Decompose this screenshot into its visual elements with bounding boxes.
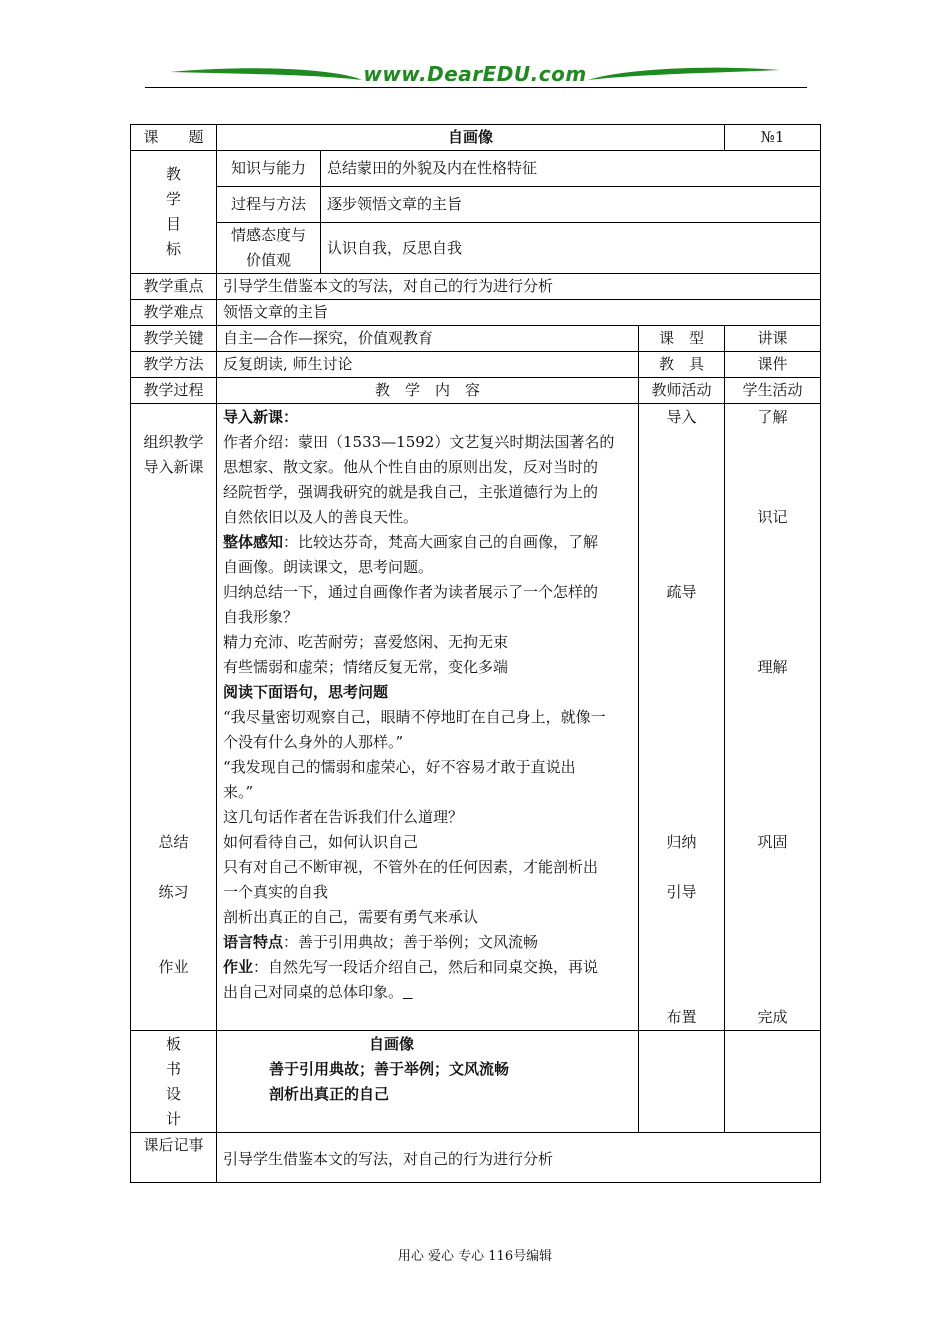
teacher-activity-column (639, 404, 725, 1031)
difficulty-label: 教学难点 (131, 300, 217, 326)
stage-label (137, 930, 210, 955)
reading-heading: 阅读下面语句，思考问题 (223, 683, 389, 701)
afterword-label: 课后记事 (131, 1133, 217, 1183)
key-point-label: 教学重点 (131, 274, 217, 300)
language-line (223, 930, 632, 955)
student-activity: 了解 (757, 408, 788, 426)
difficulty-text: 领悟文章的主旨 (217, 300, 821, 326)
teacher-activity (645, 905, 718, 930)
teacher-activity (645, 455, 718, 480)
student-activity (731, 555, 814, 580)
content-line: 思想家、散文家。他从个性自由的原则出发，反对当时的 (223, 458, 599, 476)
key-text: 自主—合作—探究，价值观教育 (217, 326, 639, 352)
stage-label (137, 680, 210, 705)
objectives-label: 教 学 目 标 (131, 151, 217, 274)
objective-row-2 (131, 187, 821, 223)
content-line: ：比较达芬奇，梵高大画家自己的自画像，了解 (283, 533, 599, 551)
content-line: ：自然先写一段话介绍自己，然后和同桌交换，再说 (253, 958, 599, 976)
method-label: 教学方法 (131, 352, 217, 378)
content-line: 来。” (223, 783, 254, 801)
teacher-activity: 疏导 (666, 583, 697, 601)
student-activity (731, 905, 814, 930)
student-activity (731, 530, 814, 555)
content-line: 归纳总结一下，通过自画像作者为读者展示了一个怎样的 (223, 583, 599, 601)
site-header-logo (140, 60, 810, 90)
student-activity (731, 855, 814, 880)
stage-label (137, 805, 210, 830)
student-activity (731, 630, 814, 655)
teacher-activity (645, 955, 718, 980)
objective-text-knowledge: 总结蒙田的外貌及内在性格特征 (321, 151, 821, 187)
student-activity (731, 805, 814, 830)
stage-label: 练习 (158, 883, 189, 901)
stage-label (137, 605, 210, 630)
teacher-activity (645, 705, 718, 730)
teacher-activity-label: 教师活动 (639, 378, 725, 404)
stage-label (137, 630, 210, 655)
board-line-2: 剖析出真正的自己 (269, 1085, 390, 1103)
stage-label (137, 855, 210, 880)
teacher-activity (645, 630, 718, 655)
intro-heading: 导入新课： (223, 408, 299, 426)
teacher-activity (645, 480, 718, 505)
teacher-activity (645, 805, 718, 830)
student-activity (731, 430, 814, 455)
content-line: 自画像。朗读课文，思考问题。 (223, 558, 434, 576)
board-student-cell (725, 1031, 821, 1133)
student-activity (731, 880, 814, 905)
teacher-activity (645, 780, 718, 805)
key-point-text: 引导学生借鉴本文的写法，对自己的行为进行分析 (217, 274, 821, 300)
teacher-activity (645, 930, 718, 955)
process-header-row (131, 378, 821, 404)
process-stage-column (131, 404, 217, 1031)
teacher-activity (645, 755, 718, 780)
stage-label (137, 505, 210, 530)
stage-label: 总结 (158, 833, 189, 851)
objective-label-process: 过程与方法 (217, 187, 321, 223)
content-line: 个没有什么身外的人那样。” (223, 733, 404, 751)
student-activity (731, 980, 814, 1005)
student-activity (731, 755, 814, 780)
content-line: “我发现自己的懦弱和虚荣心，好不容易才敢于直说出 (223, 758, 576, 776)
teacher-activity (645, 530, 718, 555)
student-activity (731, 580, 814, 605)
objective-row-1 (131, 151, 821, 187)
process-body-row (131, 404, 821, 1031)
objective-text-attitude: 认识自我，反思自我 (321, 223, 821, 274)
key-label: 教学关键 (131, 326, 217, 352)
content-line: 自我形象？ (223, 608, 299, 626)
student-activity (731, 605, 814, 630)
stage-label: 组织教学 (143, 433, 204, 451)
teacher-activity: 引导 (666, 883, 697, 901)
stage-label (137, 655, 210, 680)
type-value: 讲课 (725, 326, 821, 352)
homework-text: 出自己对同桌的总体印象。 (223, 983, 404, 1001)
teacher-activity (645, 680, 718, 705)
stage-label (137, 705, 210, 730)
overall-line (223, 530, 632, 555)
site-logo-text: www.DearEDU.com (363, 62, 587, 86)
teacher-activity (645, 430, 718, 455)
stage-label (137, 980, 210, 1005)
student-activity (731, 680, 814, 705)
teacher-activity (645, 655, 718, 680)
stage-label (137, 480, 210, 505)
student-activity-label: 学生活动 (725, 378, 821, 404)
content-line: 这几句话作者在告诉我们什么道理？ (223, 808, 464, 826)
objective-label-attitude: 情感态度与 价值观 (217, 223, 321, 274)
page-footer: 用心 爱心 专心 116号编辑 (397, 1249, 553, 1264)
stage-label (137, 780, 210, 805)
content-label: 教 学 内 容 (217, 378, 639, 404)
student-activity (731, 705, 814, 730)
stage-label (137, 530, 210, 555)
objective-text-process: 逐步领悟文章的主旨 (321, 187, 821, 223)
stage-label (137, 1005, 210, 1030)
lesson-number: №1 (725, 125, 821, 151)
overall-heading: 整体感知 (223, 533, 284, 551)
stage-label (137, 555, 210, 580)
afterword-text: 引导学生借鉴本文的写法，对自己的行为进行分析 (217, 1133, 821, 1183)
content-line: 作者介绍：蒙田（1533—1592）文艺复兴时期法国著名的 (223, 433, 615, 451)
header-divider (145, 87, 807, 88)
teacher-activity (645, 980, 718, 1005)
teacher-activity (645, 730, 718, 755)
board-label: 板 书 设 计 (131, 1031, 217, 1133)
board-teacher-cell (639, 1031, 725, 1133)
stage-label (137, 580, 210, 605)
underline-mark (403, 983, 413, 1001)
teacher-activity (645, 505, 718, 530)
tools-value: 课件 (725, 352, 821, 378)
content-line: 经院哲学，强调我研究的就是我自己，主张道德行为上的 (223, 483, 599, 501)
content-line: 自然依旧以及人的善良天性。 (223, 508, 419, 526)
student-activity (731, 455, 814, 480)
teacher-activity (645, 555, 718, 580)
student-activity: 识记 (757, 508, 788, 526)
key-point-row (131, 274, 821, 300)
content-line (223, 980, 632, 1005)
key-row (131, 326, 821, 352)
student-activity (731, 930, 814, 955)
teacher-activity (645, 605, 718, 630)
stage-label (137, 730, 210, 755)
difficulty-row (131, 300, 821, 326)
student-activity: 理解 (757, 658, 788, 676)
teacher-activity: 归纳 (666, 833, 697, 851)
student-activity: 巩固 (757, 833, 788, 851)
homework-heading: 作业 (223, 958, 254, 976)
content-line: ：善于引用典故；善于举例；文风流畅 (283, 933, 539, 951)
method-text: 反复朗读, 师生讨论 (217, 352, 639, 378)
student-activity: 完成 (757, 1008, 788, 1026)
topic-title: 自画像 (217, 125, 725, 151)
lesson-plan-table (130, 124, 821, 1183)
content-line: 剖析出真正的自己，需要有勇气来承认 (223, 908, 479, 926)
content-line: 一个真实的自我 (223, 883, 329, 901)
content-line: 精力充沛、吃苦耐劳；喜爱悠闲、无拘无束 (223, 633, 509, 651)
teacher-activity (645, 855, 718, 880)
objective-row-3 (131, 223, 821, 274)
board-title: 自画像 (369, 1035, 415, 1053)
topic-row (131, 125, 821, 151)
language-heading: 语言特点 (223, 933, 284, 951)
homework-line (223, 955, 632, 980)
teacher-activity: 导入 (666, 408, 697, 426)
tools-label: 教 具 (639, 352, 725, 378)
stage-label (137, 755, 210, 780)
stage-label: 导入新课 (143, 458, 204, 476)
student-activity (731, 480, 814, 505)
stage-label (137, 905, 210, 930)
content-line: “我尽量密切观察自己，眼睛不停地盯在自己身上，就像一 (223, 708, 606, 726)
teacher-activity: 布置 (666, 1008, 697, 1026)
student-activity (731, 780, 814, 805)
afterword-row (131, 1133, 821, 1183)
student-activity (731, 730, 814, 755)
type-label: 课 型 (639, 326, 725, 352)
board-design (217, 1031, 639, 1133)
process-content (217, 404, 639, 1031)
content-line: 只有对自己不断审视，不管外在的任何因素，才能剖析出 (223, 858, 599, 876)
method-row (131, 352, 821, 378)
content-line: 有些懦弱和虚荣；情绪反复无常，变化多端 (223, 658, 509, 676)
board-line-1: 善于引用典故；善于举例；文风流畅 (269, 1060, 510, 1078)
stage-label: 作业 (158, 958, 189, 976)
student-activity (731, 955, 814, 980)
objective-label-knowledge: 知识与能力 (217, 151, 321, 187)
content-line: 如何看待自己，如何认识自己 (223, 833, 419, 851)
student-activity-column (725, 404, 821, 1031)
stage-label (137, 405, 210, 430)
board-row (131, 1031, 821, 1133)
process-label: 教学过程 (131, 378, 217, 404)
topic-label: 课 题 (131, 125, 217, 151)
